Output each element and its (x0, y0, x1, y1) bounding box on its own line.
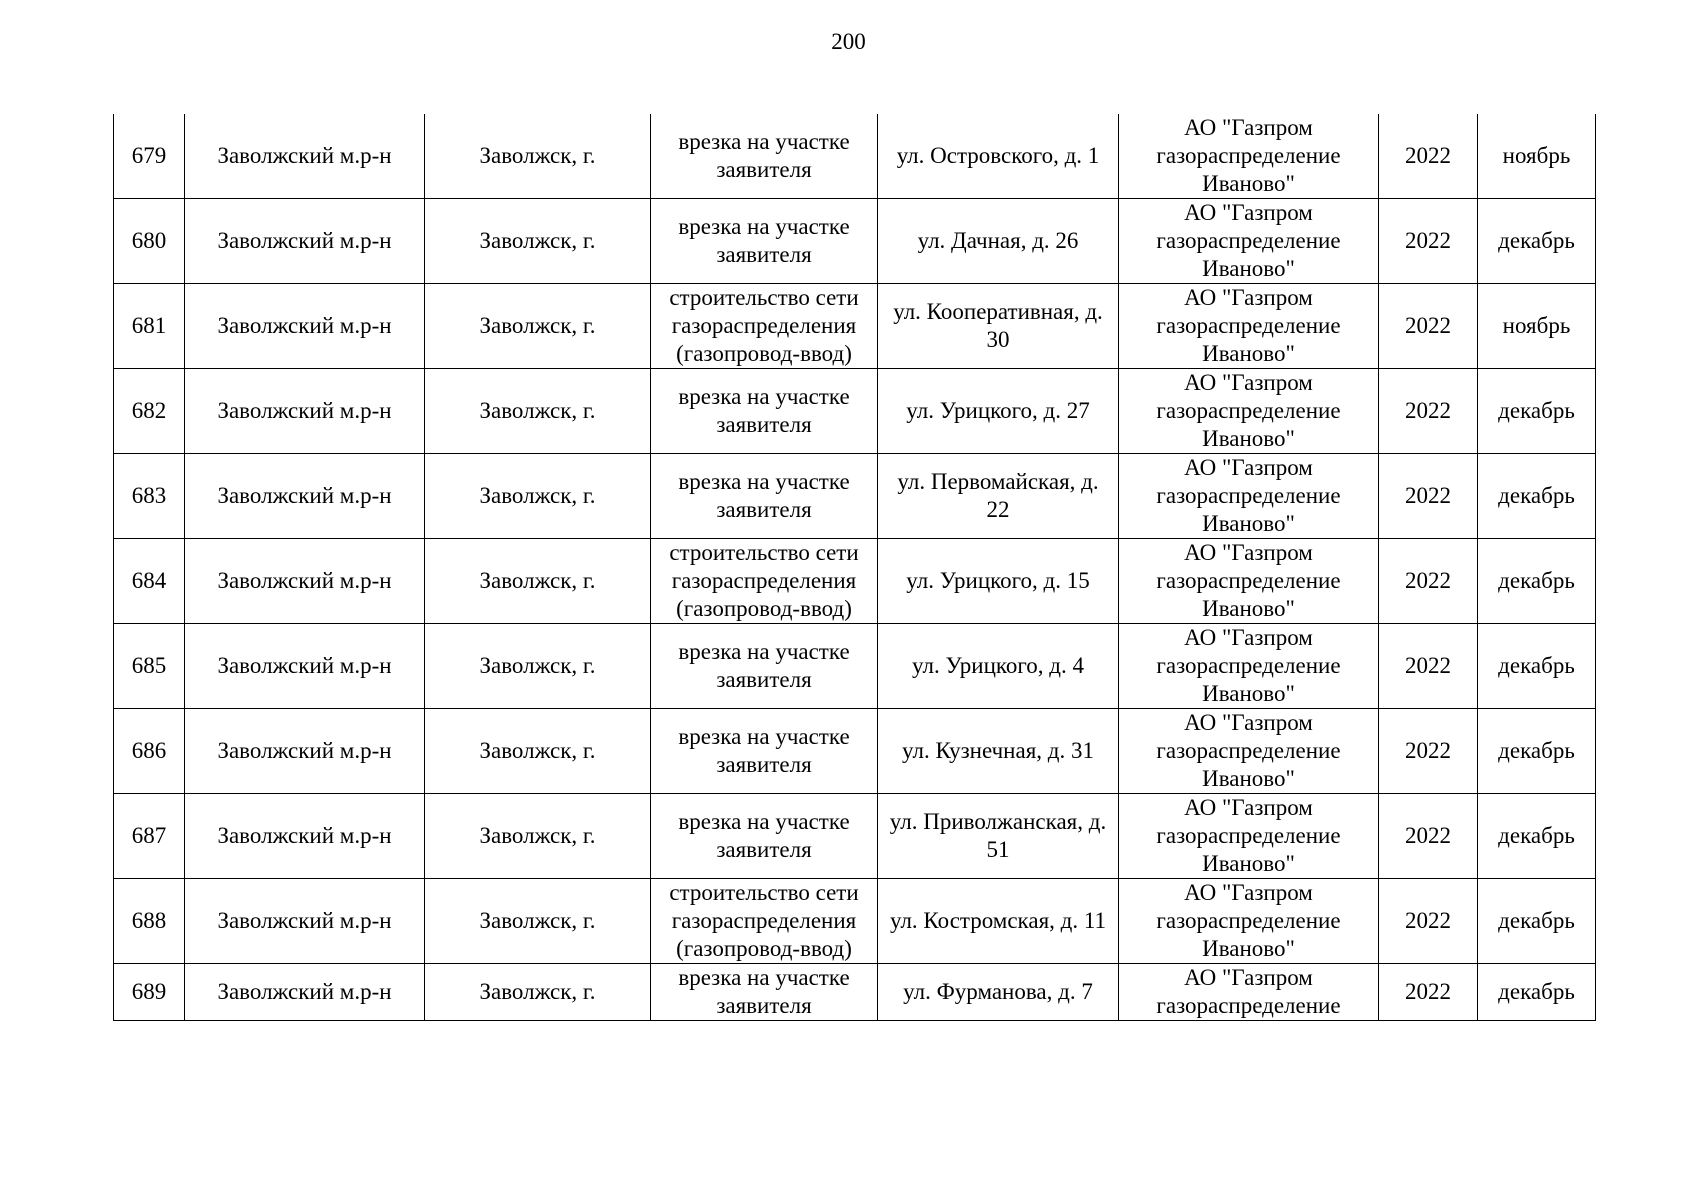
district-cell: Заволжский м.р-н (185, 709, 425, 794)
city-cell: Заволжск, г. (425, 539, 651, 624)
work-type-cell: врезка на участке заявителя (651, 709, 878, 794)
month-cell: ноябрь (1478, 284, 1596, 369)
address-cell: ул. Урицкого, д. 15 (878, 539, 1119, 624)
table-row (114, 794, 1596, 879)
month-cell: декабрь (1478, 879, 1596, 964)
organization-cell: АО "Газпром газораспределение Иваново" (1119, 114, 1379, 199)
address-cell: ул. Костромская, д. 11 (878, 879, 1119, 964)
work-type-cell: врезка на участке заявителя (651, 964, 878, 1021)
table-row (114, 709, 1596, 794)
year-cell: 2022 (1379, 794, 1478, 879)
address-cell: ул. Урицкого, д. 4 (878, 624, 1119, 709)
gas-connection-table (113, 114, 1596, 1021)
row-number-cell: 687 (114, 794, 185, 879)
month-cell: декабрь (1478, 369, 1596, 454)
district-cell: Заволжский м.р-н (185, 284, 425, 369)
work-type-cell: врезка на участке заявителя (651, 454, 878, 539)
work-type-cell: строительство сети газораспределения (газопровод-ввод) (651, 879, 878, 964)
district-cell: Заволжский м.р-н (185, 539, 425, 624)
organization-cell: АО "Газпром газораспределение Иваново" (1119, 879, 1379, 964)
city-cell: Заволжск, г. (425, 454, 651, 539)
district-cell: Заволжский м.р-н (185, 454, 425, 539)
row-number-cell: 679 (114, 114, 185, 199)
city-cell: Заволжск, г. (425, 964, 651, 1021)
district-cell: Заволжский м.р-н (185, 794, 425, 879)
city-cell: Заволжск, г. (425, 879, 651, 964)
table-row (114, 369, 1596, 454)
work-type-cell: строительство сети газораспределения (газопровод-ввод) (651, 284, 878, 369)
work-type-cell: строительство сети газораспределения (газопровод-ввод) (651, 539, 878, 624)
month-cell: декабрь (1478, 199, 1596, 284)
row-number-cell: 680 (114, 199, 185, 284)
year-cell: 2022 (1379, 624, 1478, 709)
city-cell: Заволжск, г. (425, 284, 651, 369)
month-cell: декабрь (1478, 539, 1596, 624)
year-cell: 2022 (1379, 964, 1478, 1021)
row-number-cell: 689 (114, 964, 185, 1021)
district-cell: Заволжский м.р-н (185, 624, 425, 709)
year-cell: 2022 (1379, 709, 1478, 794)
row-number-cell: 683 (114, 454, 185, 539)
year-cell: 2022 (1379, 199, 1478, 284)
district-cell: Заволжский м.р-н (185, 369, 425, 454)
address-cell: ул. Островского, д. 1 (878, 114, 1119, 199)
work-type-cell: врезка на участке заявителя (651, 624, 878, 709)
table-row (114, 879, 1596, 964)
address-cell: ул. Урицкого, д. 27 (878, 369, 1119, 454)
month-cell: декабрь (1478, 709, 1596, 794)
month-cell: декабрь (1478, 964, 1596, 1021)
organization-cell: АО "Газпром газораспределение Иваново" (1119, 454, 1379, 539)
organization-cell: АО "Газпром газораспределение Иваново" (1119, 199, 1379, 284)
address-cell: ул. Дачная, д. 26 (878, 199, 1119, 284)
table-row (114, 454, 1596, 539)
row-number-cell: 686 (114, 709, 185, 794)
district-cell: Заволжский м.р-н (185, 114, 425, 199)
district-cell: Заволжский м.р-н (185, 879, 425, 964)
organization-cell: АО "Газпром газораспределение Иваново" (1119, 284, 1379, 369)
row-number-cell: 688 (114, 879, 185, 964)
city-cell: Заволжск, г. (425, 369, 651, 454)
table-row (114, 199, 1596, 284)
row-number-cell: 685 (114, 624, 185, 709)
table-row (114, 624, 1596, 709)
table-row (114, 284, 1596, 369)
organization-cell: АО "Газпром газораспределение Иваново" (1119, 794, 1379, 879)
city-cell: Заволжск, г. (425, 709, 651, 794)
table-row (114, 114, 1596, 199)
organization-cell: АО "Газпром газораспределение Иваново" (1119, 709, 1379, 794)
work-type-cell: врезка на участке заявителя (651, 114, 878, 199)
address-cell: ул. Кузнечная, д. 31 (878, 709, 1119, 794)
city-cell: Заволжск, г. (425, 794, 651, 879)
month-cell: декабрь (1478, 454, 1596, 539)
table-row (114, 964, 1596, 1021)
month-cell: ноябрь (1478, 114, 1596, 199)
year-cell: 2022 (1379, 114, 1478, 199)
city-cell: Заволжск, г. (425, 199, 651, 284)
year-cell: 2022 (1379, 284, 1478, 369)
city-cell: Заволжск, г. (425, 624, 651, 709)
table-row (114, 539, 1596, 624)
address-cell: ул. Приволжанская, д. 51 (878, 794, 1119, 879)
year-cell: 2022 (1379, 454, 1478, 539)
address-cell: ул. Первомайская, д. 22 (878, 454, 1119, 539)
month-cell: декабрь (1478, 794, 1596, 879)
organization-cell: АО "Газпром газораспределение Иваново" (1119, 369, 1379, 454)
row-number-cell: 681 (114, 284, 185, 369)
page-number: 200 (831, 29, 866, 54)
work-type-cell: врезка на участке заявителя (651, 369, 878, 454)
table-body (114, 114, 1596, 1021)
city-cell: Заволжск, г. (425, 114, 651, 199)
row-number-cell: 684 (114, 539, 185, 624)
month-cell: декабрь (1478, 624, 1596, 709)
year-cell: 2022 (1379, 539, 1478, 624)
year-cell: 2022 (1379, 879, 1478, 964)
row-number-cell: 682 (114, 369, 185, 454)
address-cell: ул. Кооперативная, д. 30 (878, 284, 1119, 369)
organization-cell: АО "Газпром газораспределение Иваново" (1119, 539, 1379, 624)
district-cell: Заволжский м.р-н (185, 964, 425, 1021)
address-cell: ул. Фурманова, д. 7 (878, 964, 1119, 1021)
work-type-cell: врезка на участке заявителя (651, 794, 878, 879)
organization-cell: АО "Газпром газораспределение Иваново" (1119, 624, 1379, 709)
organization-cell: АО "Газпром газораспределение (1119, 964, 1379, 1021)
year-cell: 2022 (1379, 369, 1478, 454)
work-type-cell: врезка на участке заявителя (651, 199, 878, 284)
district-cell: Заволжский м.р-н (185, 199, 425, 284)
